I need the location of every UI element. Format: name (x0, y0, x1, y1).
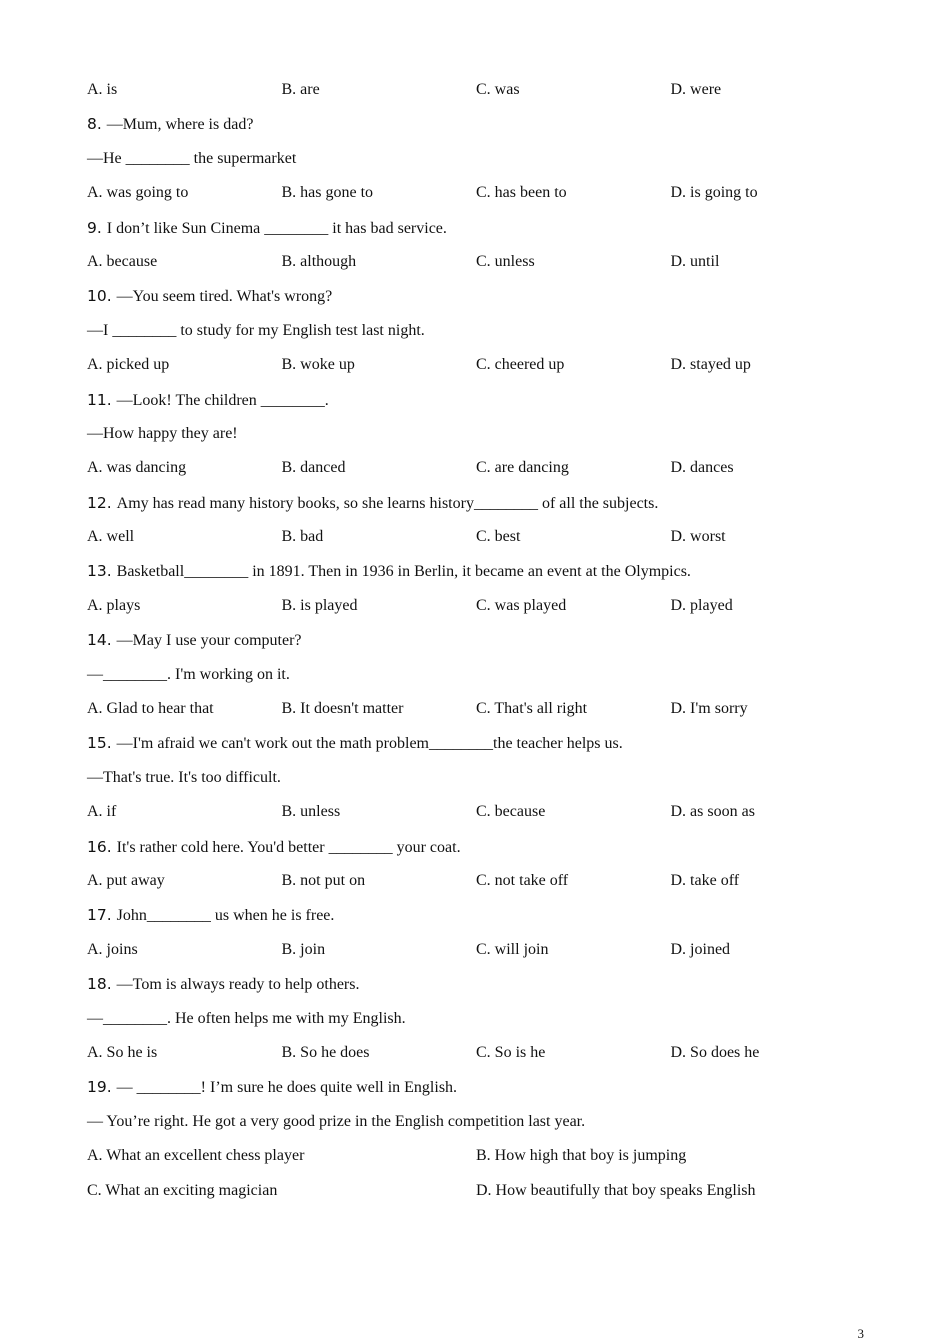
option-c: C. That's all right (476, 700, 588, 718)
option-a: A. joins (87, 940, 138, 958)
option-a: A. if (87, 803, 117, 821)
question-number: 14. (87, 631, 112, 650)
question-text: —Mum, where is dad? (106, 116, 254, 134)
question-14-stem (87, 623, 867, 657)
question-number: 9. (87, 218, 102, 237)
question-text: Amy has read many history books, so she learns history________ of all the subjects. (116, 494, 659, 512)
option-a: A. well (87, 528, 135, 546)
question-15-stem (87, 726, 867, 760)
option-d: D. is going to (670, 184, 758, 202)
question-number: 11. (87, 390, 112, 409)
option-b: B. although (281, 252, 357, 270)
option-d: D. until (670, 252, 720, 270)
option-a: A. So he is (87, 1043, 158, 1061)
option-b: B. danced (281, 459, 346, 477)
question-19-reply: — You’re right. He got a very good prize in the English competition last year. (87, 1112, 586, 1130)
top-options-row (87, 73, 867, 107)
option-d: D. stayed up (670, 356, 751, 374)
option-b: B. has gone to (281, 184, 374, 202)
option-c: C. not take off (476, 871, 569, 889)
option-a: A. is (87, 81, 118, 98)
question-14-options (87, 692, 867, 726)
option-d: D. dances (670, 459, 734, 477)
question-10-stem (87, 279, 867, 313)
option-b: B. join (281, 940, 326, 958)
question-11-stem (87, 383, 867, 417)
question-18-options (87, 1036, 867, 1070)
question-text: —Look! The children ________. (116, 391, 329, 409)
question-15-reply: —That's true. It's too difficult. (87, 768, 281, 786)
question-11-reply: —How happy they are! (87, 424, 238, 442)
option-c: C. was (476, 81, 520, 98)
option-b: B. not put on (281, 871, 366, 889)
option-a: A. What an excellent chess player (87, 1147, 305, 1165)
question-text: —I'm afraid we can't work out the math problem________the teacher helps us. (116, 735, 623, 753)
question-15-options (87, 795, 867, 829)
question-number: 12. (87, 493, 112, 512)
option-c: C. best (476, 528, 521, 546)
question-10-reply: —I ________ to study for my English test last night. (87, 321, 425, 339)
option-d: D. as soon as (670, 803, 755, 821)
question-text: Basketball________ in 1891. Then in 1936 in Berlin, it became an event at the Olympics. (116, 563, 691, 581)
option-c: C. cheered up (476, 356, 565, 374)
question-18-reply: —________. He often helps me with my English. (87, 1009, 406, 1027)
question-18-stem (87, 967, 867, 1001)
option-c: C. was played (476, 596, 567, 614)
question-10-options (87, 348, 867, 382)
option-d: D. were (670, 81, 722, 98)
question-text: —You seem tired. What's wrong? (116, 288, 333, 306)
option-a: A. was dancing (87, 459, 187, 477)
question-text: — ________! I’m sure he does quite well in English. (116, 1079, 458, 1097)
option-b: B. So he does (281, 1043, 370, 1061)
question-17-stem (87, 898, 867, 932)
option-a: A. put away (87, 871, 165, 889)
option-b: B. How high that boy is jumping (476, 1147, 687, 1165)
question-number: 15. (87, 734, 112, 753)
question-text: John________ us when he is free. (116, 907, 335, 925)
question-19-options-row-2 (87, 1174, 867, 1208)
option-b: B. unless (281, 803, 341, 821)
question-12-stem (87, 486, 867, 520)
question-13-stem (87, 554, 867, 588)
option-a: A. plays (87, 596, 141, 614)
option-c: C. unless (476, 252, 535, 270)
question-8-stem (87, 107, 867, 141)
question-8-options (87, 176, 867, 210)
question-sheet (87, 73, 867, 1208)
option-c: C. So is he (476, 1043, 546, 1061)
option-d: D. worst (670, 528, 726, 546)
question-14-reply: —________. I'm working on it. (87, 665, 290, 683)
question-17-options (87, 933, 867, 967)
question-number: 16. (87, 837, 112, 856)
option-d: D. I'm sorry (670, 700, 748, 718)
question-9-options (87, 245, 867, 279)
option-b: B. It doesn't matter (281, 700, 404, 718)
question-number: 8. (87, 115, 102, 134)
question-text: —May I use your computer? (116, 632, 302, 650)
page-number: 3 (857, 1326, 864, 1341)
option-d: D. joined (670, 940, 731, 958)
question-number: 13. (87, 562, 112, 581)
option-d: D. How beautifully that boy speaks English (476, 1181, 756, 1199)
option-c: C. are dancing (476, 459, 569, 477)
option-b: B. woke up (281, 356, 355, 374)
option-a: A. picked up (87, 356, 170, 374)
option-d: D. So does he (670, 1043, 760, 1061)
question-19-stem (87, 1070, 867, 1104)
option-b: B. are (281, 81, 320, 98)
question-text: It's rather cold here. You'd better ________ your coat. (116, 838, 461, 856)
question-text: I don’t like Sun Cinema ________ it has bad service. (106, 219, 447, 237)
question-13-options (87, 589, 867, 623)
question-number: 17. (87, 906, 112, 925)
question-12-options (87, 520, 867, 554)
question-16-options (87, 864, 867, 898)
question-number: 18. (87, 975, 112, 994)
question-9-stem (87, 211, 867, 245)
option-c: C. because (476, 803, 546, 821)
question-16-stem (87, 830, 867, 864)
option-c: C. will join (476, 940, 549, 958)
question-number: 10. (87, 287, 112, 306)
option-c: C. What an exciting magician (87, 1181, 278, 1199)
option-c: C. has been to (476, 184, 567, 202)
question-8-reply: —He ________ the supermarket (87, 149, 297, 167)
option-b: B. bad (281, 528, 324, 546)
option-a: A. Glad to hear that (87, 700, 214, 718)
question-11-options (87, 451, 867, 485)
option-d: D. take off (670, 871, 740, 889)
option-a: A. was going to (87, 184, 189, 202)
option-d: D. played (670, 596, 733, 614)
question-number: 19. (87, 1078, 112, 1097)
option-b: B. is played (281, 596, 358, 614)
option-a: A. because (87, 252, 158, 270)
question-19-options-row-1 (87, 1139, 867, 1173)
question-text: —Tom is always ready to help others. (116, 976, 360, 994)
